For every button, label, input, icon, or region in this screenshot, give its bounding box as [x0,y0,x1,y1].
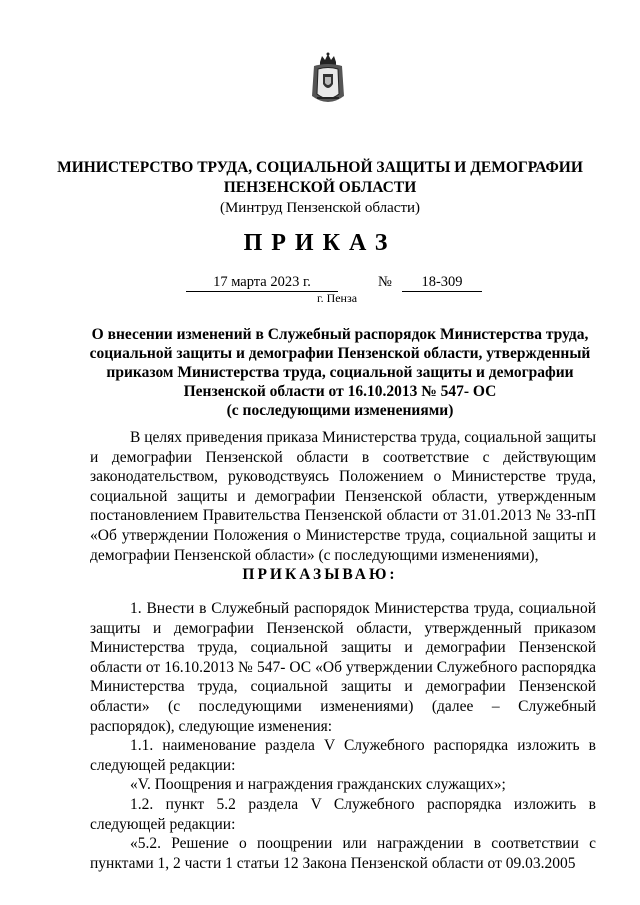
item-1-1: 1.1. наименование раздела V Служебного распорядка изложить в следующей редакции: [90,737,596,774]
document-number: 18-309 [402,273,482,292]
item-1-1-quote: «V. Поощрения и награждения гражданских служащих»; [130,776,506,794]
subject-line-3: приказом Министерства труда, социальной защиты и демографии [106,364,574,381]
document-subject [80,325,600,420]
org-line-1: МИНИСТЕРСТВО ТРУДА, СОЦИАЛЬНОЙ ЗАЩИТЫ И ДЕМОГРАФИИ [57,159,583,176]
subject-line-4: Пензенской области от 16.10.2013 № 547- ОС [183,383,497,400]
subject-line-1: О внесении изменений в Служебный распорядок Министерства труда, [91,326,589,343]
order-items [90,599,596,873]
subject-line-5: (с последующими изменениями) [226,402,454,419]
organization-name [0,158,640,198]
org-line-2: ПЕНЗЕНСКОЙ ОБЛАСТИ [223,179,417,196]
city-name: г. Пенза [317,291,358,305]
subject-line-2: социальной защиты и демографии Пензенской области, утвержденный [89,345,591,362]
coat-of-arms-icon [306,52,350,108]
organization-short-name: (Минтруд Пензенской области) [219,200,421,216]
item-5-2: «5.2. Решение о поощрении или награждении в соответствии с пунктами 1, 2 части 1 статьи 12 Закона Пензенской области от 09.03.2005 [90,835,596,872]
document-type-title: ПРИКАЗ [243,230,397,256]
preamble-paragraph: В целях приведения приказа Министерства труда, социальной защиты и демографии Пензенской области в соответствие с действующим законодательством, руководствуясь Положением о Министерстве труда, социальной защиты и демографии Пензенской области, утвержденным постановлением Правительства Пензенской области от 31.01.2013 № 33-пП «Об утверждении Положения о Министерстве труда, социальной защиты и демографии Пензенской области» (с последующими изменениями), [90,429,596,564]
item-1-2: 1.2. пункт 5.2 раздела V Служебного распорядка изложить в следующей редакции: [90,795,596,833]
decree-word: ПРИКАЗЫВАЮ: [242,566,398,583]
document-date: 17 марта 2023 г. [186,273,338,292]
item-1: 1. Внести в Служебный распорядок Министерства труда, социальной защиты и демографии Пензенской области, утвержденный приказом Министерства труда, социальной защиты и демографии Пензенской области от 16.10.2013 № 547- ОС «Об утверждении Служебного распорядка Министерства труда, социальной защиты и демографии Пензенской области» (с последующими изменениями) (далее – Служебный распорядок), следующие изменения: [90,600,596,735]
number-sign: № [378,274,392,290]
